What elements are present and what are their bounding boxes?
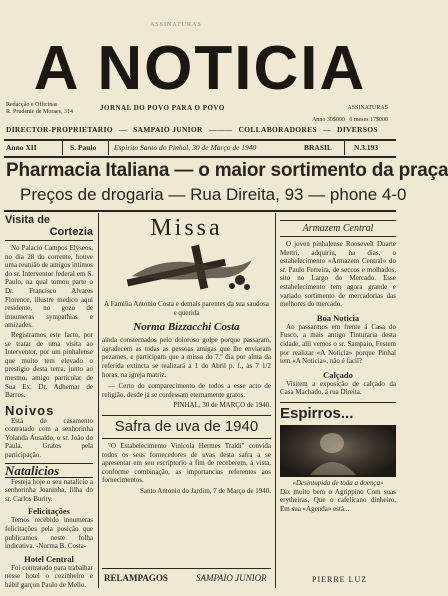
visita-body-2: Registramos este facto, por se tratar de uma visita ao Interventor, por um pinhalense que muito tem elevado o prestigio desta terra, junto ao mesmo, amigo particular de Sua Ex. Dr. Adhemar de Barros. xyxy=(5,330,93,400)
safra-body: "O Estabelecimento Vinicola Hermes Traldi" convida todos os seus fornecedores de uvas desta safra a se apresentar em seu escriptorio a fim de receberem, á vista, conforme combinação, as importancias referentes aos fornecimentos. xyxy=(102,441,271,485)
newspaper-tagline: JORNAL DO POVO PARA O POVO xyxy=(100,104,225,112)
armazem-title: Armazem Central xyxy=(280,220,396,237)
pharmacia-ad-line-1: Pharmacia Italiana — o maior sortimento da praça xyxy=(6,160,448,181)
espirros-caption: «Desintupida de toda a doença» xyxy=(292,478,384,487)
cross-flowers-icon xyxy=(102,242,271,298)
missa-date: PINHAL, 30 de MARÇO de 1940. xyxy=(173,401,271,410)
subscription-year: Anno 30$000 xyxy=(311,117,345,123)
missa-body-2: — Certo do comparecimento de todos a esse acto de religião, desde já se confessam eternamente gratos. xyxy=(102,382,271,399)
calcado-body: Visitem a exposição de calçado da Casa Machado, á rua Direita. xyxy=(280,379,396,397)
espirros-body: Diz muito bem o Agrippino Com suas erytheiras, Que o cafelicano dinheiro, Em sua «Agenda» está... xyxy=(280,487,396,513)
column-divider-right xyxy=(275,213,276,588)
dateline xyxy=(4,141,396,155)
collaborators-value: DIVERSOS xyxy=(337,125,378,134)
subscription-semester: 6 meses 17$000 xyxy=(349,117,388,123)
noivos-body: Está de casamento contratado com a senhorinha Yolanda Ausaldo, o sr. João do Paula. Gratos pela participação. xyxy=(5,416,93,460)
rule-ad xyxy=(4,210,396,212)
right-column xyxy=(280,214,396,513)
safra-title: Safra de uva de 1940 xyxy=(114,417,259,435)
subscription-label: ASSINATURAS xyxy=(347,105,388,111)
director-line: DIRECTOR-PROPRIETARIO — SAMPAIO JUNIOR ——— COLLABORADORES — DIVERSOS xyxy=(6,125,378,134)
office-line-2: R. Prudente de Moraes, 314 xyxy=(6,109,73,115)
visita-title-2: Cortezia xyxy=(49,226,93,238)
issue-country: BRASIL xyxy=(304,143,332,152)
espirros-photo xyxy=(280,425,396,477)
issue-place-date: Espirito Santo do Pinhal, 30 de Março de 1940 xyxy=(114,143,257,152)
rule-dateline xyxy=(4,156,396,158)
newspaper-title: A NOTICIA xyxy=(33,34,367,103)
subscription-info xyxy=(312,104,388,124)
relampagos-name: SAMPAIO JUNIOR xyxy=(196,573,267,583)
felicitacoes-body: Temos recebido innumeras felicitações pela posição que publicamos neste folha indicativa. -Norma B. Costa- xyxy=(5,516,93,551)
norma-body: ainda consternados pelo doloroso golpe porque passaram, agradecem as todas as pessoas amigas que lhe enviaram pezames, e participam que a missa do 7.º dia por alma da referida extincta se realizará a 1 do Abril p. f., às 7 1/2 horas, na igreja matriz. xyxy=(102,336,271,379)
norma-name: Norma Bizzacchi Costa xyxy=(133,321,240,334)
director-label: DIRECTOR-PROPRIETARIO xyxy=(6,125,113,134)
issue-year: Anno XII xyxy=(6,143,37,152)
pharmacia-ad-line-2: Preços de drogaria — Rua Direita, 93 — phone 4-0 xyxy=(20,185,407,204)
rule-relampagos xyxy=(102,568,271,569)
sneezing-man-icon xyxy=(280,425,396,477)
visita-body: No Palacio Campos Elyseos, no dia 28 do corrente, houve uma reunião de amigos intimos do sr. Interventor federal em S. Paulo, na qual tomou parte o Dr. Francisco Alvares Florence, illustre medico aqui residente, no gozo de innumeras sympathias e amizades. xyxy=(5,244,93,330)
issue-state: S. Paulo xyxy=(70,143,97,152)
calcado-title: Calçado xyxy=(323,369,353,380)
missa-body: A Familia Antonio Costa e demais parentes da sua saudosa e querida xyxy=(104,300,269,317)
signature: PIERRE LUZ xyxy=(312,575,368,584)
safra-date: Santo Antonio do Jardim, 7 de Março de 1940. xyxy=(139,486,271,495)
natalicios-body: Festeja hoje o seu natalicio a senhorinha Joaninha, filha do sr. Carlos Burity. xyxy=(5,477,93,503)
armazem-body: O joven pinhalense Roosevelt Duarte Mettri, adquiriu, ha dias, o estabelecimento «Armazem Central» do sr. Paulo Ferreira, de seccos e molhados, sito no Largo do Mercado. Esse estabelecimento tem agora grande e variado sortimento de mercadorias das melhores do mercado. xyxy=(280,240,396,309)
boa-noticia-body: Ao passarmos em frente á Casa do Fusco, a mais antigo Tinturaria desta cidade, alli vemos o sr. Sampaio, Festem por realizar «A Noticia» porque Pinhal tem «A Noticia», não é facil? xyxy=(280,322,396,366)
visita-title-1: Visita de xyxy=(5,214,51,226)
issue-number: N.3.193 xyxy=(354,143,379,152)
relampagos-label: RELAMPAGOS xyxy=(104,573,168,583)
noivos-title: Noivos xyxy=(5,402,55,418)
hotel-body: Foi contratado para trabalhar nesse hotel o cozinheiro e hábil garçon Paulo de Mello. xyxy=(5,563,93,589)
missa-title: Missa xyxy=(150,215,223,241)
office-address xyxy=(6,102,73,116)
espirros-title: Espirros... xyxy=(280,404,354,422)
boa-noticia-title: Boa Noticia xyxy=(316,312,360,323)
natalicios-title: Natalicios xyxy=(5,463,93,478)
felicitacoes-title: Felicitações xyxy=(27,506,70,517)
masthead-faint-text: ASSINATURAS xyxy=(150,22,202,28)
center-column xyxy=(102,214,271,496)
left-column xyxy=(5,214,93,590)
hotel-title: Hotel Central xyxy=(24,553,74,564)
director-name: SAMPAIO JUNIOR xyxy=(133,125,203,134)
column-divider-left xyxy=(98,213,99,588)
office-line-1: Redacção e Officinas xyxy=(6,102,58,108)
collaborators-label: COLLABORADORES xyxy=(238,125,317,134)
